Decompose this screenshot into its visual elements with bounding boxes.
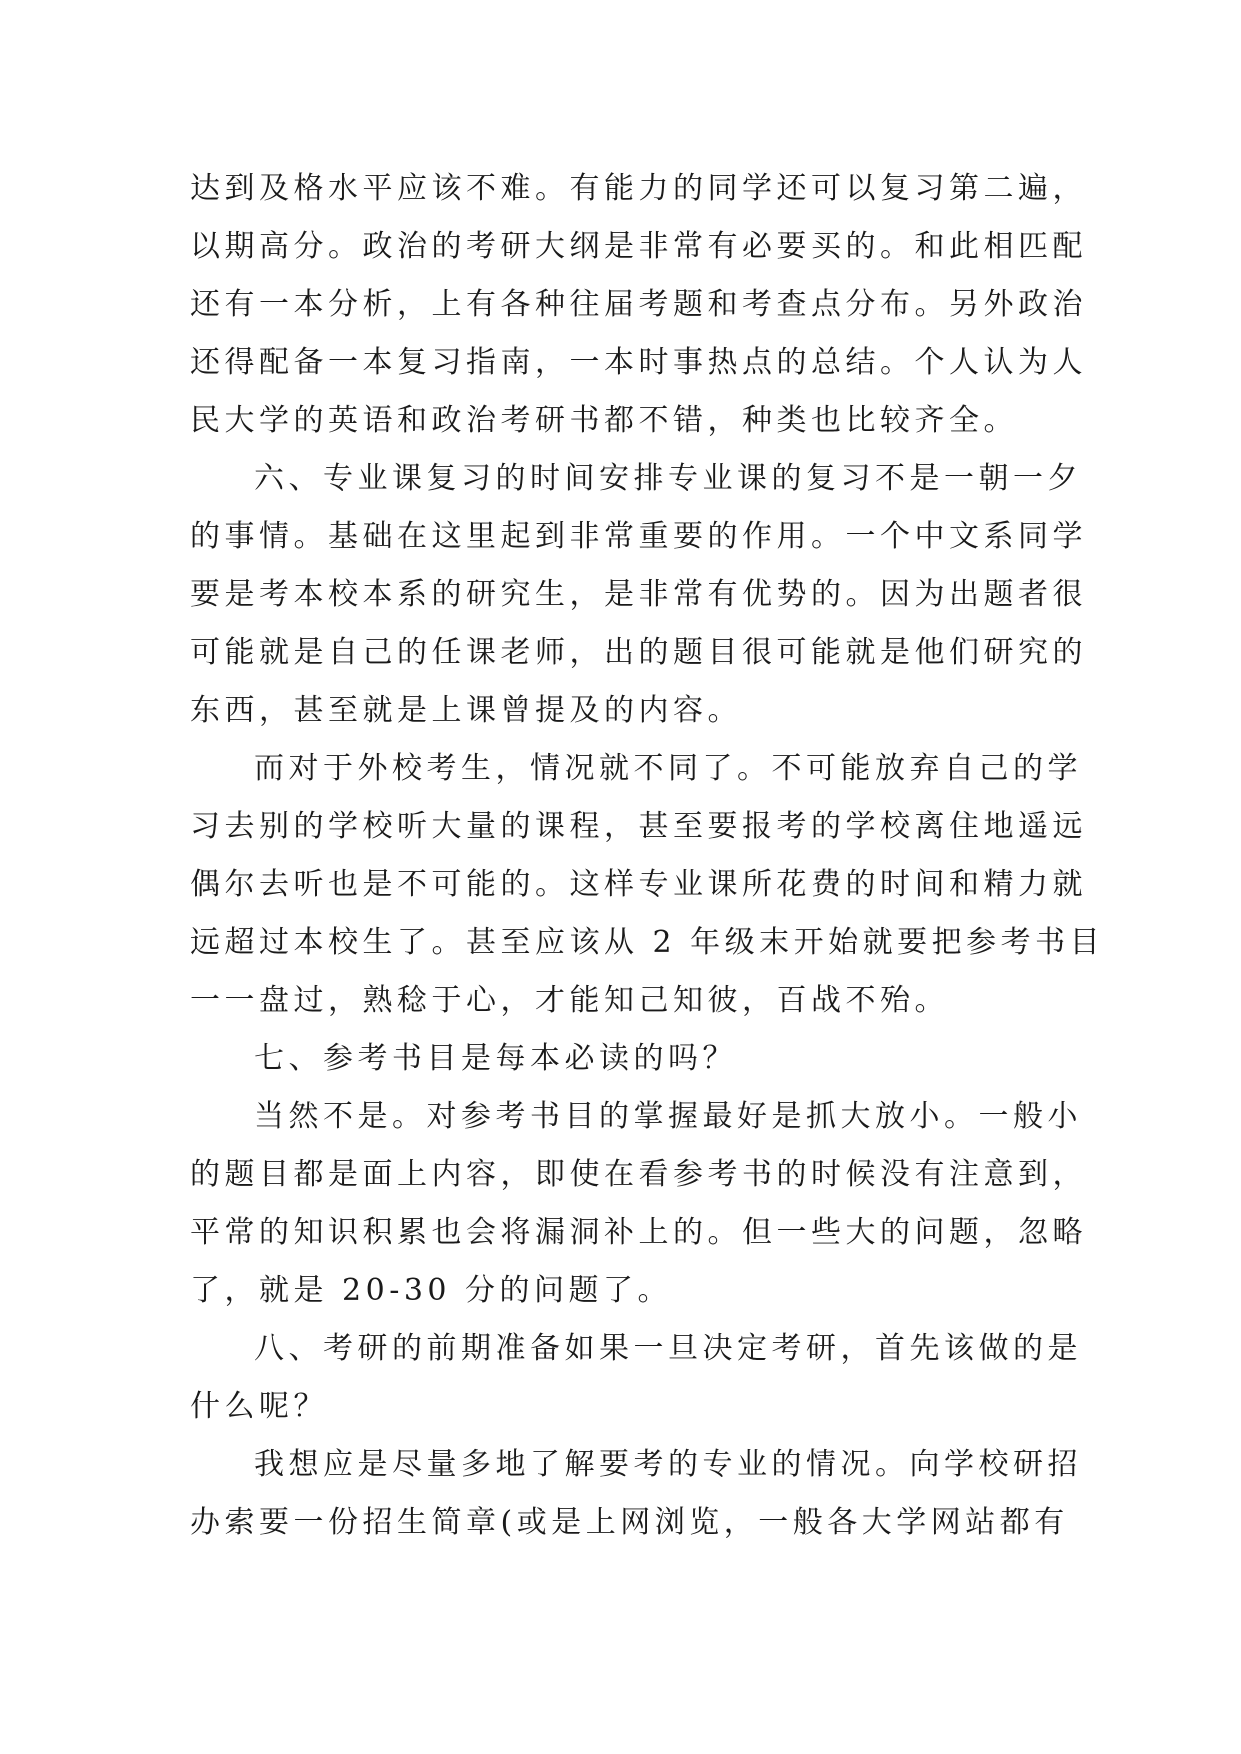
text-line: 习去别的学校听大量的课程，甚至要报考的学校离住地遥远 bbox=[190, 809, 1087, 844]
text-line: 还得配备一本复习指南，一本时事热点的总结。个人认为人 bbox=[190, 345, 1087, 380]
text-line: 平常的知识积累也会将漏洞补上的。但一些大的问题，忽略 bbox=[190, 1215, 1087, 1250]
text-line: 六、专业课复习的时间安排专业课的复习不是一朝一夕 bbox=[254, 461, 1082, 496]
text-line: 可能就是自己的任课老师，出的题目很可能就是他们研究的 bbox=[190, 635, 1087, 670]
text-line: 的事情。基础在这里起到非常重要的作用。一个中文系同学 bbox=[190, 519, 1087, 554]
text-line: 什么呢？ bbox=[190, 1389, 328, 1424]
text-line: 还有一本分析，上有各种往届考题和考查点分布。另外政治 bbox=[190, 287, 1087, 322]
text-line: 远超过本校生了。甚至应该从 2 年级末开始就要把参考书目 bbox=[190, 925, 1105, 960]
text-line: 达到及格水平应该不难。有能力的同学还可以复习第二遍， bbox=[190, 171, 1087, 206]
text-line: 而对于外校考生，情况就不同了。不可能放弃自己的学 bbox=[254, 751, 1082, 786]
text-line: 要是考本校本系的研究生，是非常有优势的。因为出题者很 bbox=[190, 577, 1087, 612]
text-line: 办索要一份招生简章(或是上网浏览，一般各大学网站都有 bbox=[190, 1505, 1069, 1540]
text-line: 七、参考书目是每本必读的吗？ bbox=[254, 1041, 737, 1076]
text-line: 民大学的英语和政治考研书都不错，种类也比较齐全。 bbox=[190, 403, 1018, 438]
text-line: 的题目都是面上内容，即使在看参考书的时候没有注意到， bbox=[190, 1157, 1087, 1192]
text-line: 一一盘过，熟稔于心，才能知己知彼，百战不殆。 bbox=[190, 983, 949, 1018]
text-line: 以期高分。政治的考研大纲是非常有必要买的。和此相匹配 bbox=[190, 229, 1087, 264]
document-body bbox=[190, 160, 1105, 1552]
text-line: 八、考研的前期准备如果一旦决定考研，首先该做的是 bbox=[254, 1331, 1082, 1366]
text-line: 我想应是尽量多地了解要考的专业的情况。向学校研招 bbox=[254, 1447, 1082, 1482]
text-line: 东西，甚至就是上课曾提及的内容。 bbox=[190, 693, 742, 728]
text-line: 当然不是。对参考书目的掌握最好是抓大放小。一般小 bbox=[254, 1099, 1082, 1134]
text-line: 偶尔去听也是不可能的。这样专业课所花费的时间和精力就 bbox=[190, 867, 1087, 902]
text-line: 了，就是 20-30 分的问题了。 bbox=[190, 1273, 673, 1308]
